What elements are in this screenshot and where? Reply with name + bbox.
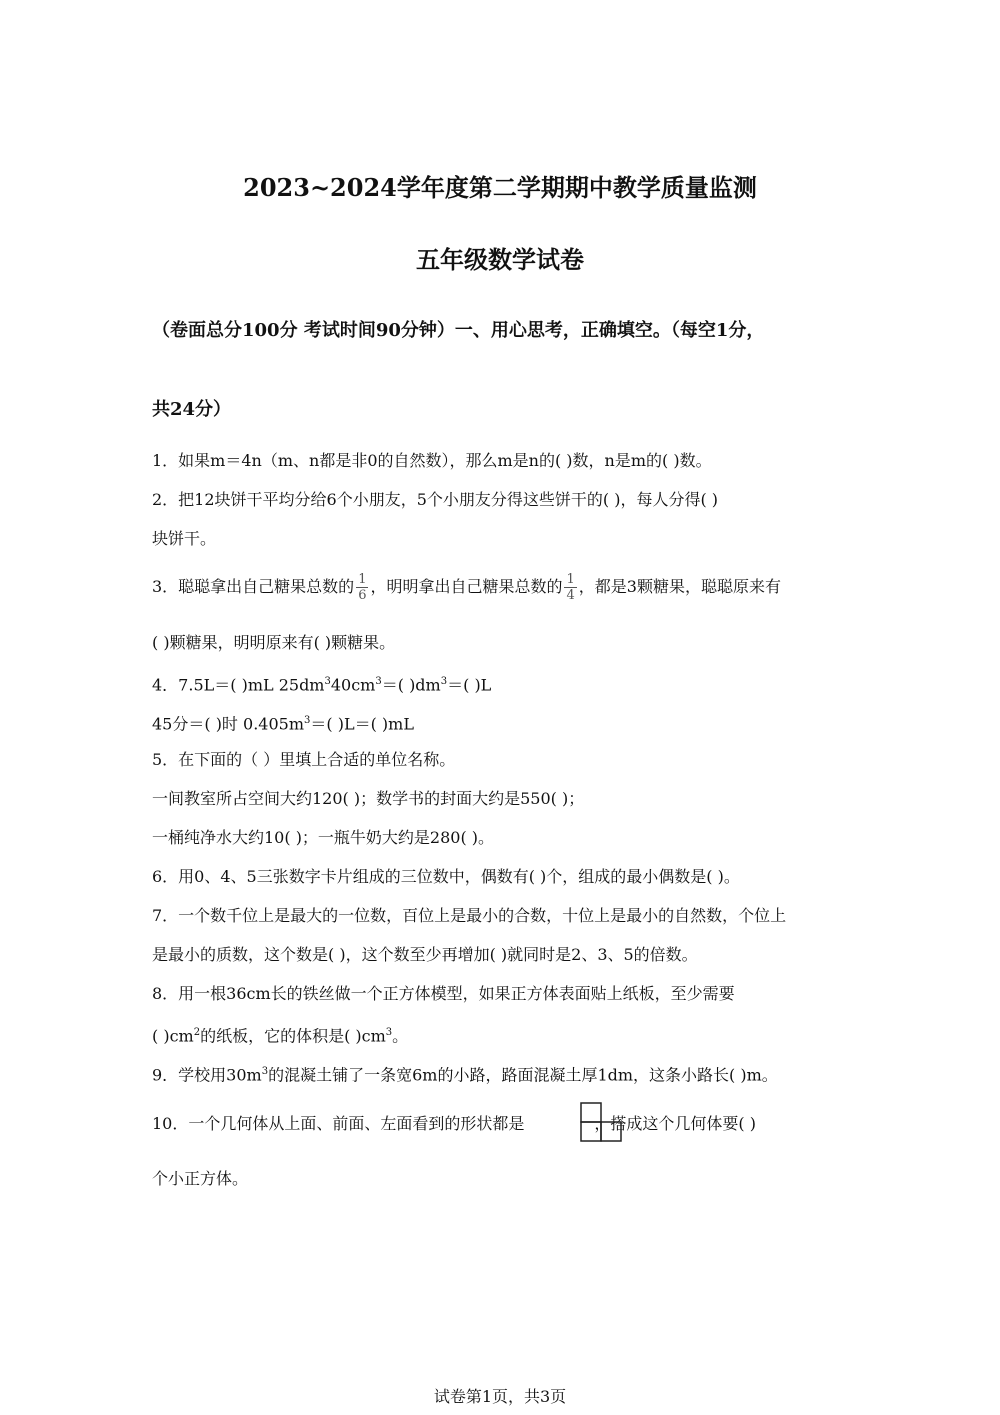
fraction-numerator: 1 [358, 572, 367, 587]
question-8: 8．用一根36cm长的铁丝做一个正方体模型，如果正方体表面贴上纸板，至少需要 [152, 984, 735, 1003]
l-shape-three-squares-icon [580, 1102, 622, 1142]
question-2: 2．把12块饼干平均分给6个小朋友，5个小朋友分得这些饼干的( )，每人分得( ) [152, 490, 719, 509]
question-5-part-a: 一间教室所占空间大约120( )；数学书的封面大约是550( )； [152, 789, 585, 808]
question-10-text-a: 10．一个几何体从上面、前面、左面看到的形状都是 [152, 1114, 525, 1133]
question-4-text: ＝( )L [447, 675, 492, 695]
question-4-text: 40cm [330, 675, 376, 695]
question-3-continued: ( )颗糖果，明明原来有( )颗糖果。 [152, 633, 396, 652]
fraction-one-sixth [356, 572, 368, 603]
question-4-text: 45分＝( )时 0.405m [152, 714, 304, 734]
superscript: 3 [304, 715, 311, 726]
superscript: 2 [193, 1027, 201, 1038]
section-header: （卷面总分100分 考试时间90分钟）一、用心思考，正确填空。（每空1分， [152, 320, 765, 341]
fraction-one-fourth [564, 572, 576, 603]
question-10-text-b: ，搭成这个几何体要( ) [594, 1114, 756, 1133]
fraction-denominator: 6 [358, 588, 367, 603]
superscript: 3 [324, 676, 331, 687]
exam-title: 2023~2024学年度第二学期期中教学质量监测 [243, 173, 757, 202]
question-6: 6．用0、4、5三张数字卡片组成的三位数中，偶数有( )个，组成的最小偶数是( )。 [152, 867, 740, 886]
superscript: 3 [385, 1027, 393, 1038]
question-10-continued: 个小正方体。 [152, 1169, 249, 1188]
question-3-text-c: ，都是3颗糖果，聪聪原来有 [578, 577, 781, 596]
question-4-continued [152, 711, 414, 734]
page-footer: 试卷第1页，共3页 [433, 1387, 567, 1406]
question-9-text: 9．学校用30m [152, 1065, 262, 1085]
superscript: 3 [375, 676, 382, 687]
question-8-text: 的纸板，它的体积是( )cm [200, 1026, 386, 1046]
question-7-continued: 是最小的质数，这个数是( )，这个数至少再增加( )就同时是2、3、5的倍数。 [152, 945, 698, 964]
question-4 [152, 672, 491, 695]
question-1: 1．如果m＝4n（m、n都是非0的自然数），那么m是n的( )数，n是m的( )数。 [152, 451, 712, 470]
question-3 [152, 568, 781, 606]
question-5-part-b: 一桶纯净水大约10( )；一瓶牛奶大约是280( )。 [152, 828, 495, 847]
section-header-continued: 共24分） [152, 399, 232, 420]
question-5: 5．在下面的（ ）里填上合适的单位名称。 [152, 750, 456, 769]
exam-subtitle: 五年级数学试卷 [416, 245, 584, 274]
question-8-text: ( )cm [152, 1026, 194, 1046]
fraction-numerator: 1 [566, 572, 575, 587]
question-10 [152, 1114, 756, 1134]
question-4-text: ＝( )L＝( )mL [310, 714, 414, 734]
question-3-text-b: ，明明拿出自己糖果总数的 [370, 577, 563, 596]
question-7: 7．一个数千位上是最大的一位数，百位上是最小的合数，十位上是最小的自然数，个位上 [152, 906, 787, 925]
question-4-text: ＝( )dm [381, 675, 441, 695]
question-9-text: 的混凝土铺了一条宽6m的小路，路面混凝土厚1dm，这条小路长( )m。 [268, 1065, 778, 1085]
question-4-text: 4．7.5L＝( )mL 25dm [152, 675, 325, 695]
question-3-text-a: 3．聪聪拿出自己糖果总数的 [152, 577, 355, 596]
question-9 [152, 1062, 778, 1085]
superscript: 3 [440, 676, 448, 687]
superscript: 3 [261, 1066, 269, 1077]
question-2-continued: 块饼干。 [152, 529, 217, 548]
question-8-continued [152, 1023, 408, 1046]
question-8-text: 。 [392, 1026, 409, 1046]
fraction-denominator: 4 [566, 588, 575, 603]
